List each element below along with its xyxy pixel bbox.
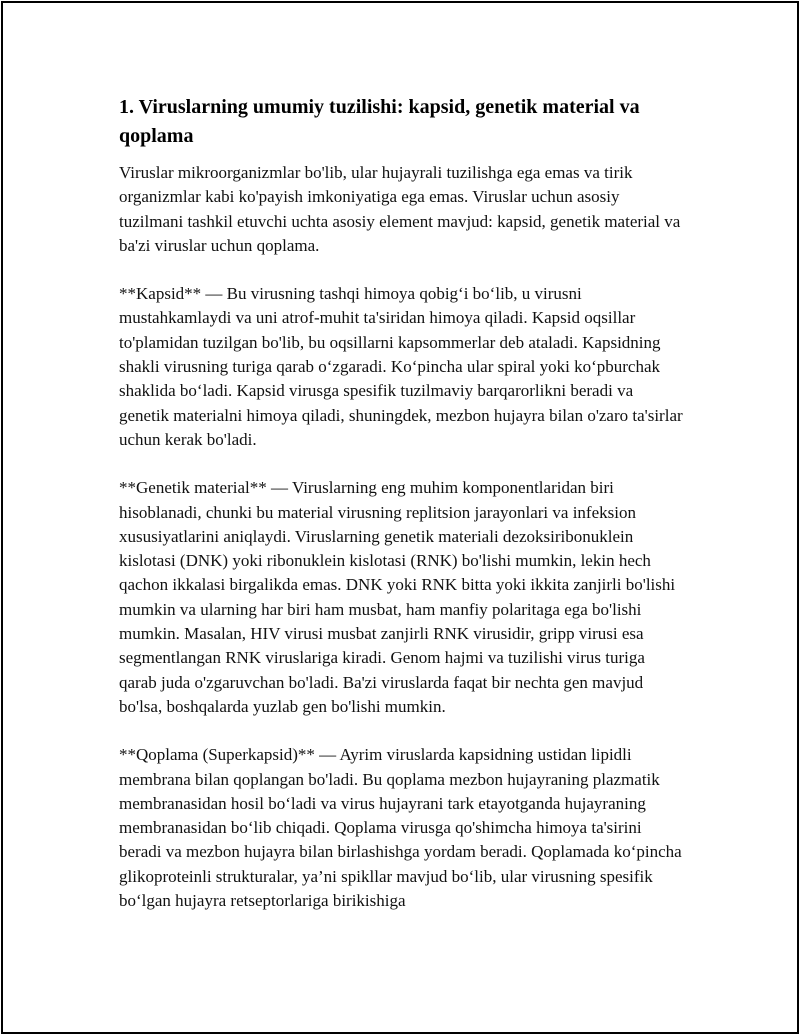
paragraph-qoplama: **Qoplama (Superkapsid)** — Ayrim viruslarda kapsidning ustidan lipidli membrana bilan qoplangan bo'ladi. Bu qoplama mezbon hujayraning plazmatik membranasidan hosil bo‘ladi va virus hujayrani tark etayotganda hujayraning membranasidan bo‘lib chiqadi. Qoplama virusga qo'shimcha himoya ta'sirini beradi va mezbon hujayra bilan birlashishga yordam beradi. Qoplamada ko‘pincha glikoproteinli strukturalar, ya’ni spikllar mavjud bo‘lib, ular virusning spesifik bo‘lgan hujayra retseptorlariga birikishiga [119,745,682,911]
page-border [1,1,799,1034]
document-body [119,93,683,937]
paragraph-genetik-material: **Genetik material** — Viruslarning eng muhim komponentlaridan biri hisoblanadi, chunki bu material virusning replitsion jarayonlari va infeksion xususiyatlarini aniqlaydi. Viruslarning genetik materiali dezoksiribonuklein kislotasi (DNK) yoki ribonuklein kislotasi (RNK) bo'lishi mumkin, lekin hech qachon ikkalasi birgalikda emas. DNK yoki RNK bitta yoki ikkita zanjirli bo'lishi mumkin va ularning har biri ham musbat, ham manfiy polaritaga ega bo'lishi mumkin. Masalan, HIV virusi musbat zanjirli RNK virusidir, gripp virusi esa segmentlangan RNK viruslariga kiradi. Genom hajmi va tuzilishi virus turiga qarab juda o'zgaruvchan bo'ladi. Ba'zi viruslarda faqat bir nechta gen mavjud bo'lsa, boshqalarda yuzlab gen bo'lishi mumkin. [119,478,676,716]
section-heading: 1. Viruslarning umumiy tuzilishi: kapsid, genetik material va qoplama [119,96,640,147]
paragraph-intro: Viruslar mikroorganizmlar bo'lib, ular hujayrali tuzilishga ega emas va tirik organizmlar kabi ko'payish imkoniyatiga ega emas. Viruslar uchun asosiy tuzilmani tashkil etuvchi uchta asosiy element mavjud: kapsid, genetik material va ba'zi viruslar uchun qoplama. [119,163,681,255]
paragraph-kapsid: **Kapsid** — Bu virusning tashqi himoya qobig‘i bo‘lib, u virusni mustahkamlaydi va uni atrof-muhit ta'siridan himoya qiladi. Kapsid oqsillar to'plamidan tuzilgan bo'lib, bu oqsillarni kapsommerlar deb ataladi. Kapsidning shakli virusning turiga qarab o‘zgaradi. Ko‘pincha ular spiral yoki ko‘pburchak shaklida bo‘ladi. Kapsid virusga spesifik tuzilmaviy barqarorlikni beradi va genetik materialni himoya qiladi, shuningdek, mezbon hujayra bilan o'zaro ta'sirlar uchun kerak bo'ladi. [119,284,683,449]
